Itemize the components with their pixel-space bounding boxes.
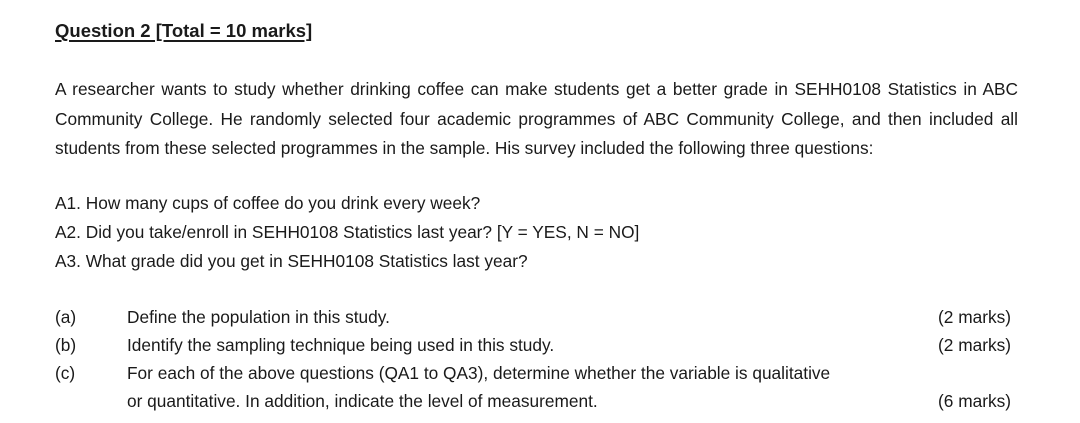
part-body [127, 303, 1011, 331]
part-line [127, 359, 1011, 387]
survey-question-list [55, 189, 639, 276]
part-body [127, 359, 1011, 415]
survey-question-a3: A3. What grade did you get in SEHH0108 Statistics last year? [55, 251, 528, 271]
survey-question-a1: A1. How many cups of coffee do you drink every week? [55, 193, 481, 213]
part-text: For each of the above questions (QA1 to QA3), determine whether the variable is qualitative [127, 363, 831, 383]
part-line [127, 331, 1011, 359]
part-text: Define the population in this study. [127, 307, 390, 327]
part-marks: (2 marks) [938, 307, 1011, 327]
part-text: Identify the sampling technique being used in this study. [127, 335, 555, 355]
part-b [55, 331, 1011, 359]
part-body [127, 331, 1011, 359]
part-c [55, 359, 1011, 415]
part-label: (c) [55, 363, 76, 383]
question-intro: A researcher wants to study whether drinking coffee can make students get a better grade in SEHH0108 Statistics in ABC Community College. He randomly selected four academic programmes of ABC Community College, and then included all students from these selected programmes in the sample. His survey included the following three questions: [55, 79, 1018, 158]
part-label: (a) [55, 307, 77, 327]
part-line [127, 303, 1011, 331]
part-a [55, 303, 1011, 331]
part-line [127, 387, 1011, 415]
part-marks: (2 marks) [938, 335, 1011, 355]
part-text: or quantitative. In addition, indicate the level of measurement. [127, 391, 598, 411]
survey-question-a2: A2. Did you take/enroll in SEHH0108 Statistics last year? [Y = YES, N = NO] [55, 222, 640, 242]
question-parts [55, 303, 1011, 415]
part-marks: (6 marks) [938, 391, 1011, 411]
part-label: (b) [55, 335, 77, 355]
question-heading: Question 2 [Total = 10 marks] [55, 20, 313, 41]
